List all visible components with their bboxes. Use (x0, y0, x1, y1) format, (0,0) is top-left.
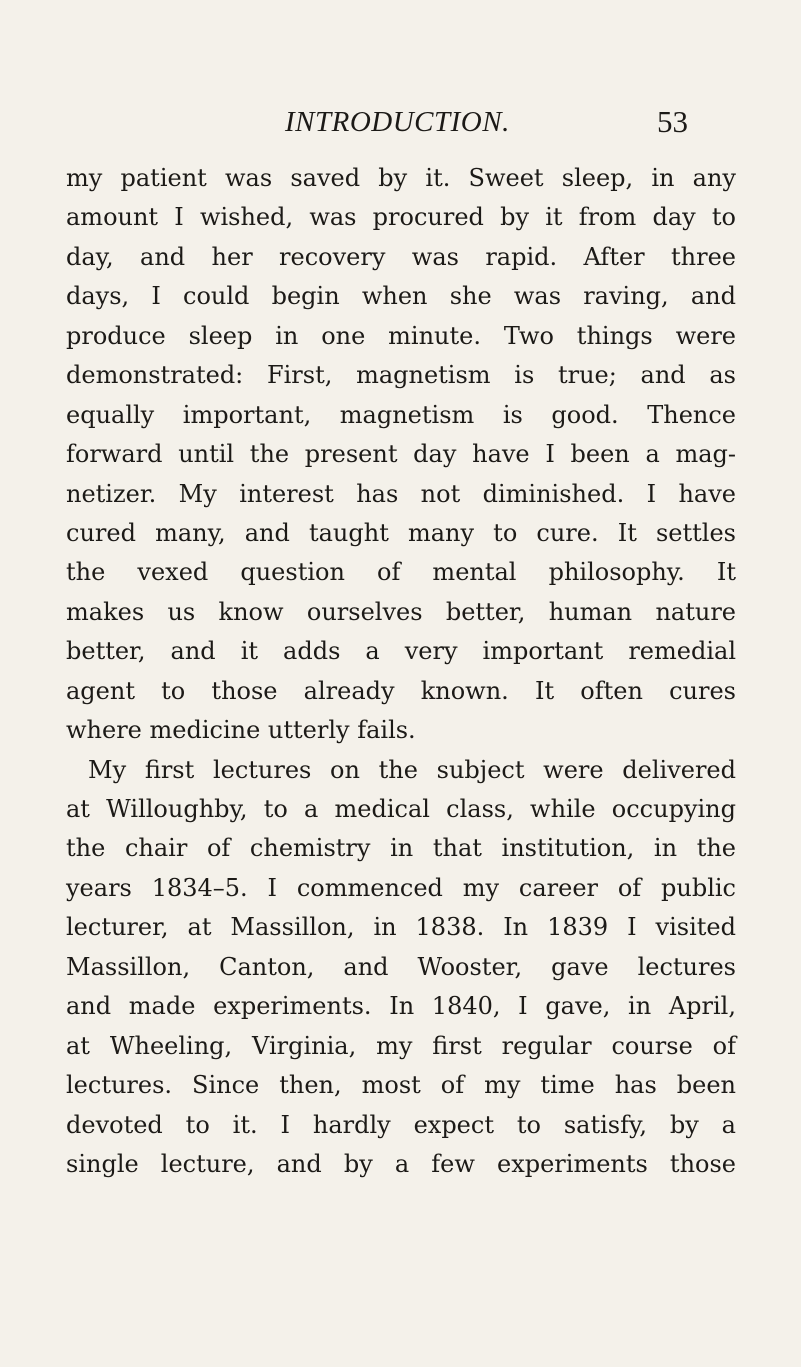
text-line: the vexed question of mental philosophy. It (66, 558, 736, 587)
text-line: produce sleep in one minute. Two things were (66, 321, 736, 350)
text-line: demonstrated: First, magnetism is true; and as (66, 361, 736, 390)
text-line: day, and her recovery was rapid. After three (66, 242, 736, 271)
text-line: cured many, and taught many to cure. It settles (66, 518, 736, 547)
text-line: at Willoughby, to a medical class, while occupying (66, 795, 736, 823)
page-number: 53 (657, 104, 688, 139)
text-line: agent to those already known. It often cures (66, 676, 736, 705)
text-line: my patient was saved by it. Sweet sleep, in any (66, 164, 736, 192)
running-header (0, 100, 801, 144)
text-line: lectures. Since then, most of my time has been (66, 1071, 736, 1100)
text-line: Massillon, Canton, and Wooster, gave lectures (66, 952, 736, 981)
paragraph-2 (66, 751, 736, 1185)
text-line: and made experiments. In 1840, I gave, in April, (66, 992, 736, 1021)
text-line: single lecture, and by a few experiments those (66, 1149, 736, 1178)
paragraph-1 (66, 159, 736, 751)
text-line: forward until the present day have I been a mag- (66, 440, 736, 469)
body-text (66, 159, 736, 1184)
text-line: makes us know ourselves better, human nature (66, 597, 736, 626)
text-line: at Wheeling, Virginia, my first regular course of (66, 1031, 736, 1060)
text-line: amount I wished, was procured by it from day to (66, 203, 736, 232)
text-line: devoted to it. I hardly expect to satisfy, by a (66, 1110, 736, 1139)
text-line: the chair of chemistry in that institution, in the (66, 834, 736, 863)
text-line: better, and it adds a very important remedial (66, 637, 736, 666)
text-line: netizer. My interest has not diminished. I have (66, 479, 736, 508)
text-line: where medicine utterly fails. (66, 716, 416, 745)
text-line: lecturer, at Massillon, in 1838. In 1839 I visited (66, 913, 736, 942)
running-title: INTRODUCTION. (285, 106, 510, 138)
text-line: days, I could begin when she was raving, and (66, 282, 736, 311)
text-line: equally important, magnetism is good. Thence (66, 400, 736, 429)
text-line: years 1834–5. I commenced my career of public (66, 873, 736, 902)
text-line: My first lectures on the subject were delivered (88, 755, 736, 784)
